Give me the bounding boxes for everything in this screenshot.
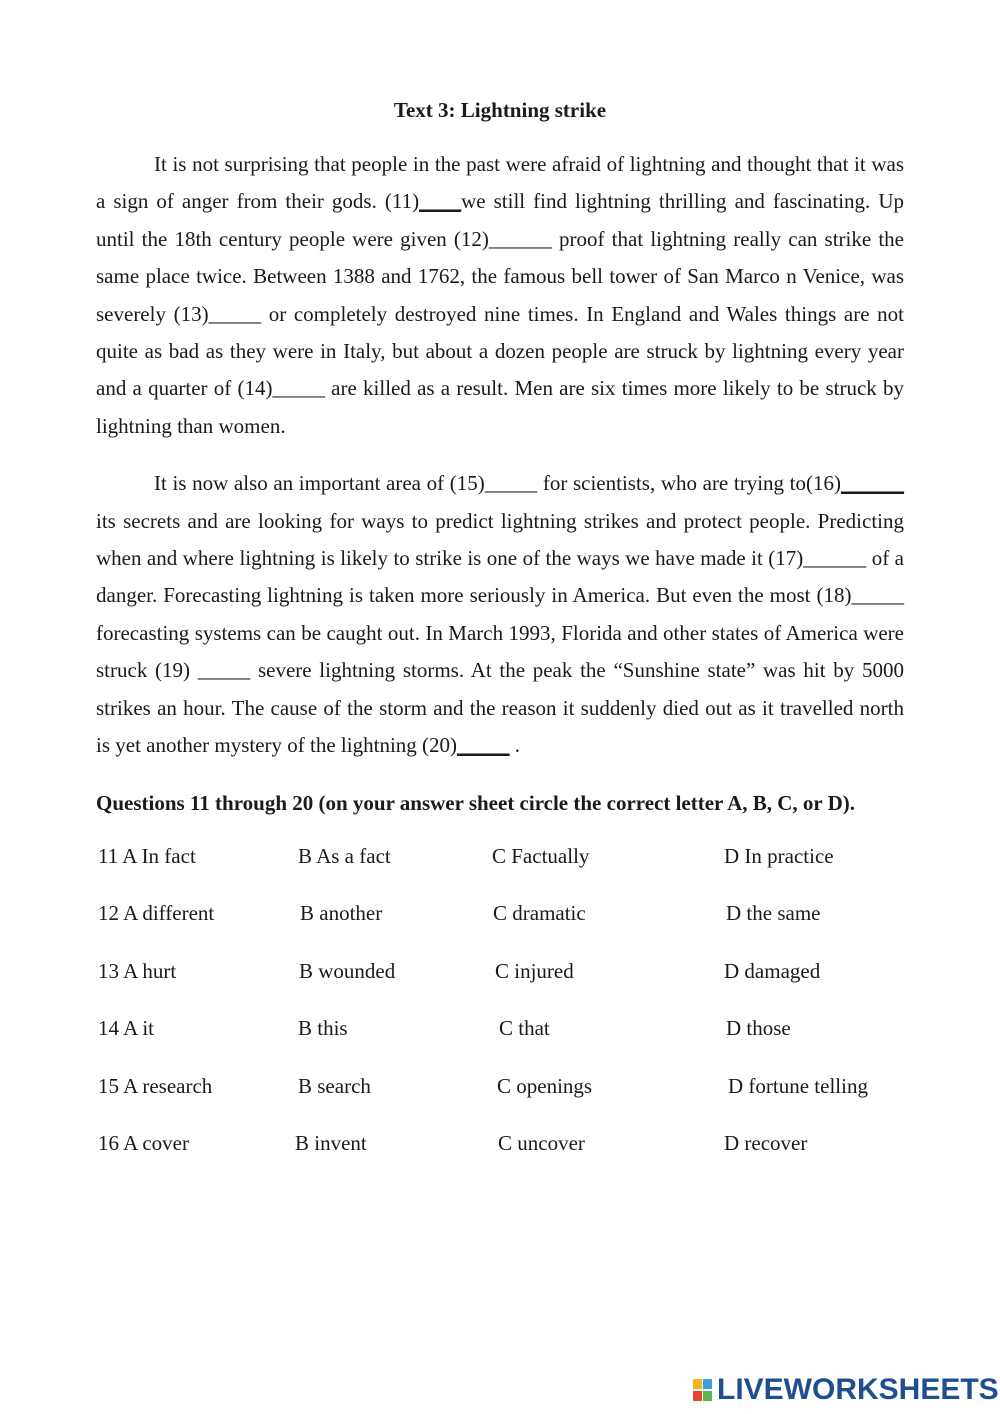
option-d: D In practice xyxy=(724,843,834,868)
option-b: B invent xyxy=(295,1131,367,1156)
liveworksheets-logo-icon xyxy=(692,1376,714,1404)
option-b: B wounded xyxy=(299,958,396,983)
option-a: 16 A cover xyxy=(98,1131,189,1156)
option-b: B As a fact xyxy=(298,843,391,868)
question-row xyxy=(96,840,904,898)
option-a: 15 A research xyxy=(98,1073,213,1098)
option-d: D damaged xyxy=(724,958,821,983)
question-row xyxy=(96,897,904,955)
option-a: 13 A hurt xyxy=(98,958,177,983)
paragraph-text: It is now also an important area of (15)_____ for scientists, who are trying to(16) xyxy=(154,471,841,496)
option-b: B search xyxy=(298,1073,371,1098)
gap-11-blank: ____ xyxy=(419,189,462,214)
question-row xyxy=(96,1127,904,1185)
option-d: D the same xyxy=(726,901,821,926)
option-d: D fortune telling xyxy=(728,1073,868,1098)
paragraph-text: It is not surprising that people in the past were afraid of lightning and thought that it was a sign of anger from their gods. (11) xyxy=(96,152,904,214)
option-a: 14 A it xyxy=(98,1016,155,1041)
gap-16-blank: ______ xyxy=(841,471,904,496)
option-c: C uncover xyxy=(498,1131,585,1156)
option-c: C injured xyxy=(495,958,574,983)
answer-options xyxy=(96,840,904,1185)
paragraph-text: . xyxy=(509,733,521,758)
option-d: D recover xyxy=(724,1131,808,1156)
paragraph-text: its secrets and are looking for ways to predict lightning strikes and protect people. Predicting when and where lightning is likely to strike is one of the ways we have made it (17)______ of a danger. Forecasting lightning is taken more seriously in America. But even the most (18)_____ forecasting systems can be caught out. In March 1993, Florida and other states of America were struck (19) _____ severe lightning storms. At the peak the “Sunshine state” was hit by 5000 strikes an hour. The cause of the storm and the reason it suddenly died out as it travelled north is yet another mystery of the lightning (20) xyxy=(96,508,904,758)
question-row xyxy=(96,1070,904,1128)
option-c: C dramatic xyxy=(493,901,586,926)
logo-wordmark: LIVEWORKSHEETS xyxy=(717,1373,999,1406)
paragraph-text: we still find lightning thrilling and fascinating. Up until the 18th century people were given (12)______ proof that lightning really can strike the same place twice. Between 1388 and 1762, the famous bell tower of San Marco n Venice, was severely (13)_____ or completely destroyed nine times. In England and Wales things are not quite as bad as they were in Italy, but about a dozen people are struck by lightning every year and a quarter of (14)_____ are killed as a result. Men are six times more likely to be struck by lightning than women. xyxy=(96,189,904,438)
liveworksheets-logo xyxy=(692,1372,999,1408)
page-title: Text 3: Lightning strike xyxy=(393,98,607,122)
option-b: B another xyxy=(300,901,383,926)
worksheet-page xyxy=(96,94,904,1185)
question-row xyxy=(96,1012,904,1070)
option-d: D those xyxy=(726,1016,791,1041)
option-a: 11 A In fact xyxy=(98,843,196,868)
option-b: B this xyxy=(298,1016,348,1041)
paragraph-2 xyxy=(96,465,904,764)
option-c: C that xyxy=(499,1016,550,1041)
option-a: 12 A different xyxy=(98,901,215,926)
gap-20-blank: _____ xyxy=(457,733,510,758)
option-c: C Factually xyxy=(492,843,590,868)
questions-heading: Questions 11 through 20 (on your answer sheet circle the correct letter A, B, C, or D). xyxy=(96,790,856,815)
question-row xyxy=(96,955,904,1013)
option-c: C openings xyxy=(497,1073,593,1098)
paragraph-1 xyxy=(96,146,904,445)
